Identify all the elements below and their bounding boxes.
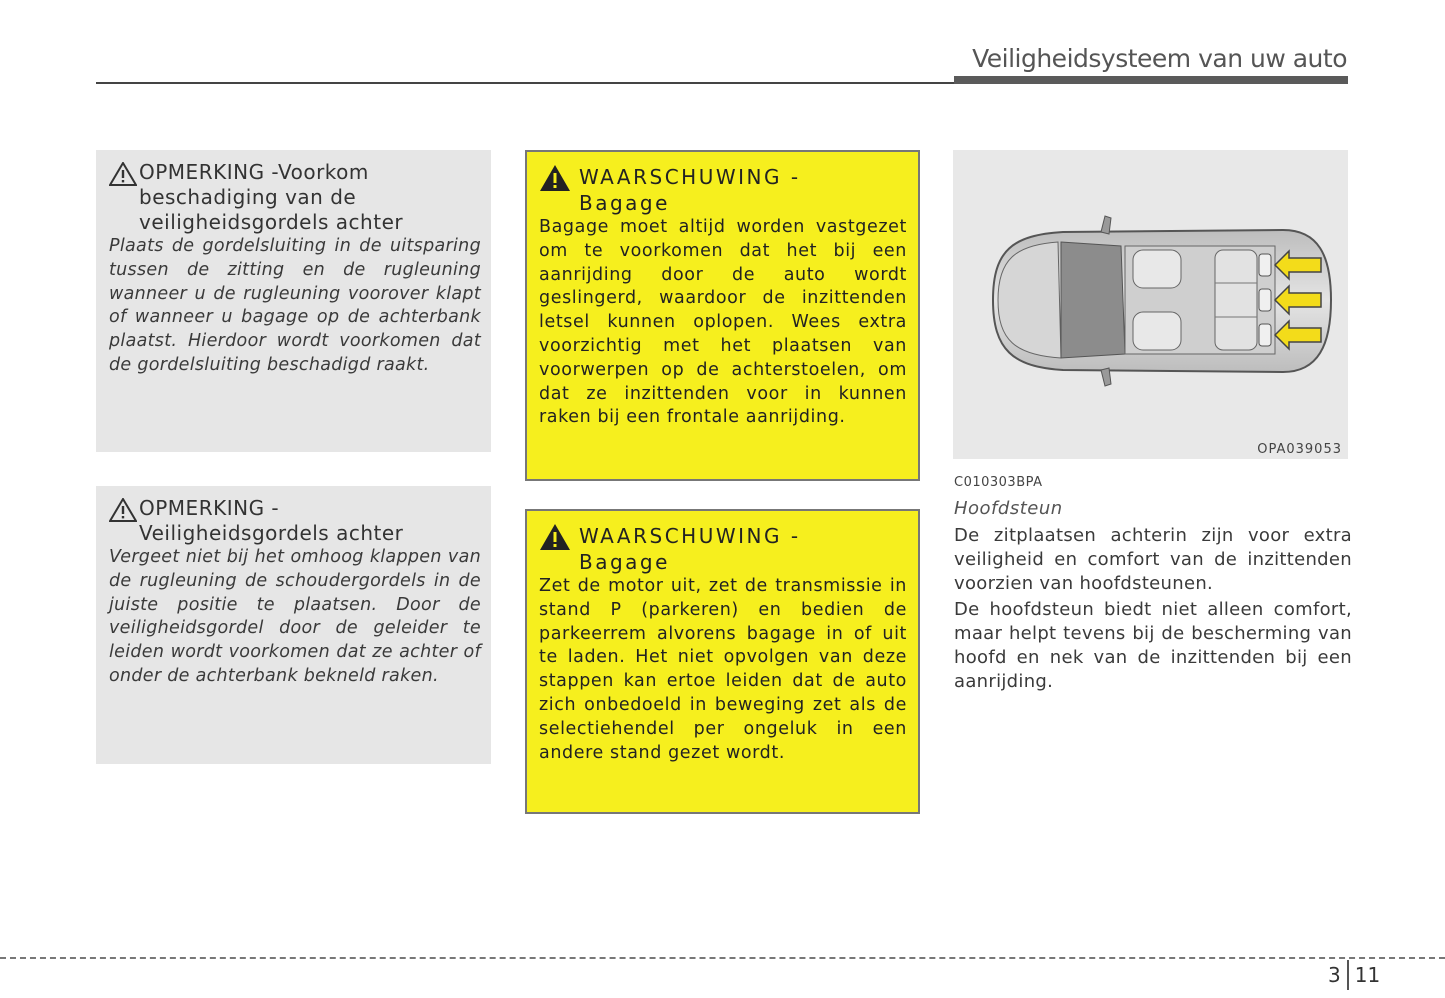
section-subtitle: Hoofdsteun — [954, 498, 1063, 519]
warning-triangle-icon — [539, 164, 579, 198]
header-rule — [96, 82, 956, 84]
page-header-title: Veiligheidsysteem van uw auto — [972, 44, 1347, 73]
car-illustration — [953, 150, 1348, 459]
footer-dashed-rule — [0, 957, 1445, 959]
note-title-line: OPMERKING - — [139, 496, 280, 520]
note-box-rear-belts — [96, 486, 491, 764]
note-box-belt-damage — [96, 150, 491, 452]
section-body — [954, 524, 1352, 696]
note-heading — [109, 160, 481, 235]
note-body: Plaats de gordelsluiting in de uitsparing tussen de zitting en de rugleuning wanneer u de rugleuning voorover klapt of wanneer u bagage op de achterbank plaatst. Hierdoor wordt voorkomen dat de gordelsluiting beschadigd raakt. — [109, 236, 481, 375]
car-top-view-icon — [953, 150, 1348, 459]
warning-heading — [539, 164, 907, 216]
header-bar — [954, 76, 1348, 84]
caution-triangle-icon — [109, 162, 139, 192]
warning-title-line: Bagage — [579, 550, 670, 574]
note-body: Vergeet niet bij het omhoog klappen van de rugleuning de schoudergordels in de juiste positie te plaatsen. Door de veiligheidsgordel door de geleider te leiden wordt voorkomen dat ze achter of onder de achterbank bekneld raken. — [109, 547, 481, 686]
warning-box-luggage-secure — [525, 150, 920, 481]
warning-title-line: Bagage — [579, 191, 670, 215]
section-ref-code: C010303BPA — [954, 475, 1043, 490]
note-heading — [109, 496, 481, 546]
note-title-line: veiligheidsgordels achter — [139, 210, 404, 234]
page-number-value: 11 — [1354, 963, 1381, 987]
figure-code: OPA039053 — [1257, 442, 1342, 457]
caution-triangle-icon — [109, 498, 139, 528]
warning-body: Zet de motor uit, zet de transmissie in stand P (parkeren) en bedien de parkeerrem alvorens bagage in of uit te laden. Het niet opvolgen van deze stappen kan ertoe leiden dat de auto zich onbedoeld in beweging zet als de selectiehendel per ongeluk in een andere stand gezet wordt. — [539, 576, 907, 763]
note-title-line: beschadiging van de — [139, 185, 357, 209]
note-title-line: OPMERKING -Voorkom — [139, 160, 369, 184]
note-title-line: Veiligheidsgordels achter — [139, 521, 404, 545]
warning-triangle-icon — [539, 523, 579, 557]
page-number — [1328, 960, 1380, 990]
warning-title-line: WAARSCHUWING - — [579, 165, 801, 189]
warning-box-luggage-loading — [525, 509, 920, 814]
warning-body: Bagage moet altijd worden vastgezet om te voorkomen dat het bij een aanrijding door de auto wordt geslingerd, waardoor de inzittenden letsel kunnen oplopen. Wees extra voorzichtig met het plaatsen van voorwerpen op de achterstoelen, om dat ze inzittenden voor in kunnen raken bij een frontale aanrijding. — [539, 217, 907, 428]
section-paragraph: De hoofdsteun biedt niet alleen comfort, maar helpt tevens bij de bescherming van hoofd en nek van de inzittenden bij een aanrijding. — [954, 599, 1352, 692]
warning-title-line: WAARSCHUWING - — [579, 524, 801, 548]
page-number-divider — [1347, 960, 1349, 990]
chapter-number: 3 — [1328, 963, 1341, 987]
warning-heading — [539, 523, 907, 575]
section-paragraph: De zitplaatsen achterin zijn voor extra veiligheid en comfort van de inzittenden voorzien van hoofdsteunen. — [954, 525, 1352, 594]
